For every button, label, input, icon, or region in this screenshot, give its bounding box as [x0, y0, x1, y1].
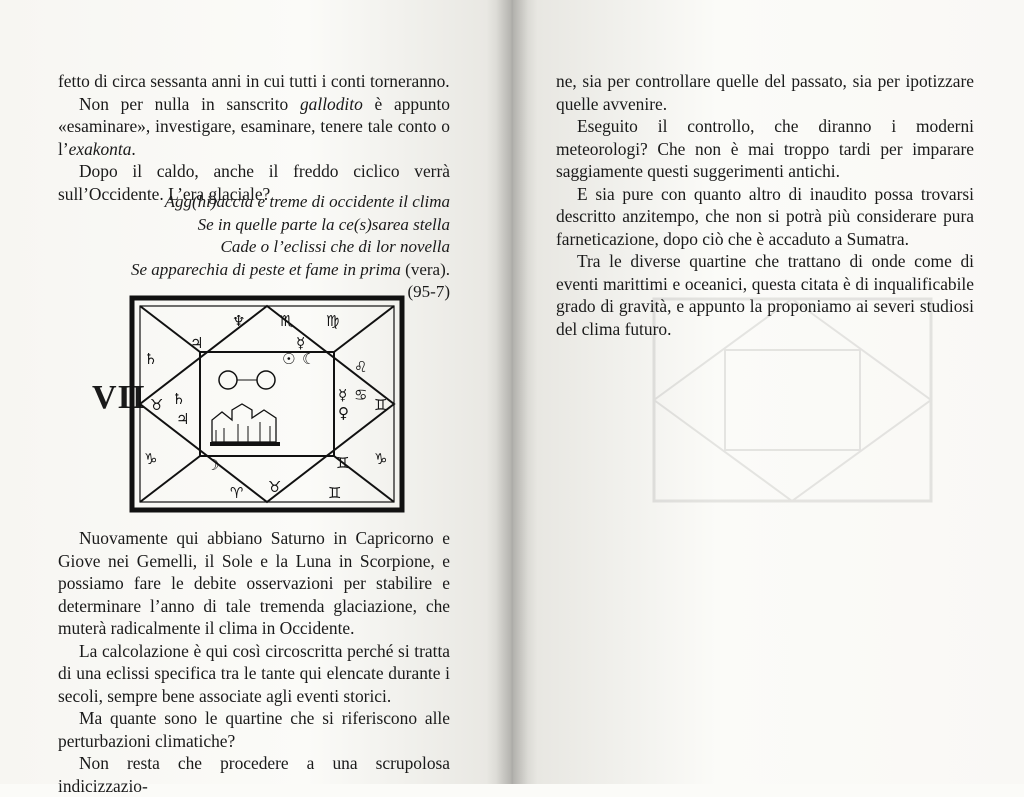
- paragraph: fetto di circa sessanta anni in cui tutti i conti torneranno.: [58, 71, 450, 91]
- glyph: ♑: [374, 450, 388, 468]
- left-top-text: [58, 70, 450, 205]
- verse-suffix: (vera).: [400, 259, 450, 279]
- glyph: ♈: [230, 484, 244, 502]
- glyph: ♑: [144, 450, 158, 468]
- paragraph: Non per nulla in sanscrito gallodito è appunto «esaminare», investigare, esaminare, tenere tale conto o l’exakonta.: [58, 93, 450, 159]
- glyph: ♉: [150, 396, 164, 414]
- glyph: ♏: [280, 312, 294, 330]
- glyph: ♉: [268, 478, 282, 496]
- glyph: ♀: [338, 404, 349, 422]
- verse-line: Agg(hi)accia e treme di occidente il clima: [164, 192, 450, 211]
- paragraph: Dopo il caldo, anche il freddo ciclico verrà sull’Occidente. L’era glaciale?: [58, 161, 450, 204]
- paragraph: La calcolazione è qui così circoscritta perché si tratta di una eclissi specifica tra le tante qui elencate durante i secoli, sempre bene associate agli eventi storici.: [58, 640, 450, 706]
- verse-line-last: [120, 259, 450, 282]
- left-bottom-text: [58, 527, 450, 797]
- glyph: ♃: [176, 410, 190, 428]
- glyph: ♃: [190, 334, 204, 352]
- paragraph: E sia pure con quanto altro di inaudito possa trovarsi descritto anzitempo, che non si potrà più considerare pura farneticazione, dopo ciò che è accaduto a Sumatra.: [556, 183, 974, 249]
- glyph: ♆: [232, 312, 246, 330]
- paragraph: Ma quante sono le quartine che si riferiscono alle perturbazioni climatiche?: [58, 708, 450, 751]
- paragraph: Tra le diverse quartine che trattano di onde come di eventi marittimi e oceanici, questa citata è di inqualificabile grado di gravità, e appunto la proponiamo ai severi studiosi del clima futuro.: [556, 251, 974, 339]
- verse-line: Cade o l’eclissi che di lor novella: [220, 237, 450, 256]
- glyph: ☾: [302, 350, 316, 368]
- glyph: ♌: [354, 358, 368, 376]
- right-page-text: [556, 70, 974, 340]
- glyph: ☉: [282, 350, 296, 368]
- glyph: ♄: [144, 350, 158, 368]
- glyph: ♋: [354, 386, 368, 404]
- glyph: ☽: [206, 456, 220, 474]
- paragraph: Nuovamente qui abbiano Saturno in Capricorno e Giove nei Gemelli, il Sole e la Luna in Scorpione, e possiamo fare le debite osservazioni per stabilire e determinare l’anno di tale tremenda glaciazione, che muterà radicalmente il clima in Occidente.: [58, 528, 450, 638]
- paragraph: ne, sia per controllare quelle del passato, sia per ipotizzare quelle avvenire.: [556, 71, 974, 114]
- glyph: ♄: [172, 390, 186, 408]
- glyph: ♊: [336, 454, 350, 472]
- verse-line: Se in quelle parte la ce(s)sarea stella: [197, 214, 450, 234]
- glyph: ☿: [296, 334, 306, 352]
- chart-drawing: [92, 292, 422, 514]
- glyph: ☿: [338, 386, 348, 404]
- verse-line-text: Se apparechia di peste et fame in prima: [131, 259, 401, 279]
- glyph: ♍: [326, 312, 340, 330]
- quatrain: [120, 191, 450, 304]
- glyph: ♊: [374, 396, 388, 414]
- figure-numeral: VII: [92, 379, 147, 416]
- sun-moon-city-engraving: [210, 371, 280, 446]
- verse-reference: (95-7): [407, 282, 450, 301]
- book-gutter: [496, 0, 528, 784]
- astrological-chart-figure: [92, 292, 422, 514]
- paragraph: Non resta che procedere a una scrupolosa indicizzazio-: [58, 753, 450, 796]
- glyph: ♊: [328, 484, 342, 502]
- paragraph: Eseguito il controllo, che diranno i moderni meteorologi? Che non è mai troppo tardi per imparare saggiamente questi suggerimenti antichi.: [556, 116, 974, 181]
